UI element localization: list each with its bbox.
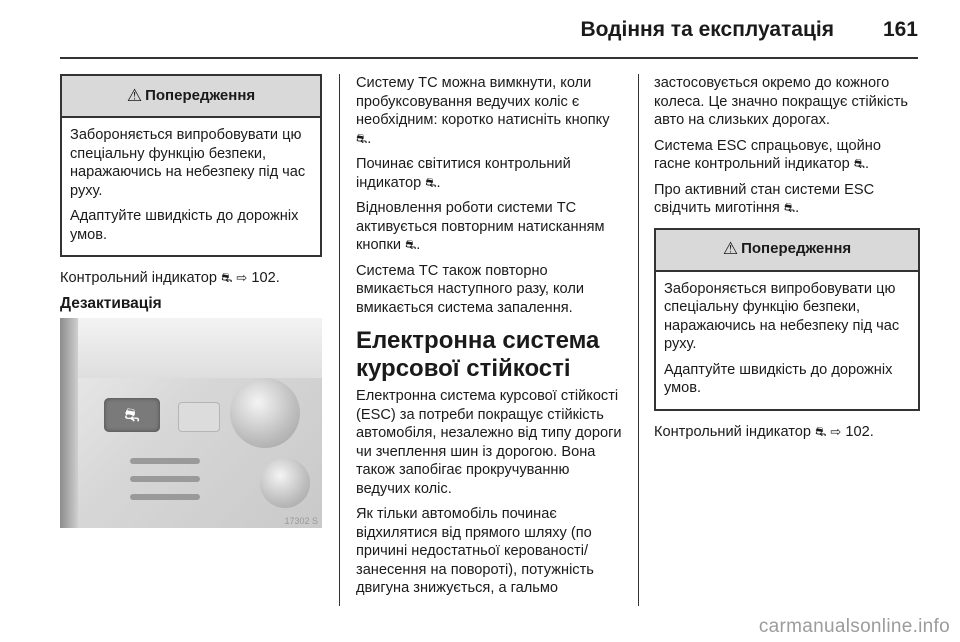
traction-control-off-icon: ⛐ <box>425 174 437 190</box>
column-2 <box>356 74 624 605</box>
warning-body <box>62 118 320 255</box>
warning-body <box>656 272 918 409</box>
traction-control-button <box>104 398 160 432</box>
warning-text: Забороняється випробовувати цю спеціальну функцію безпеки, наражаючись на небезпеку під час руху. <box>664 280 900 352</box>
section-heading: Дезактивація <box>60 294 162 312</box>
warning-title: Попередження <box>145 86 256 104</box>
column-1 <box>60 74 322 313</box>
warning-header <box>62 76 320 118</box>
reference-arrow-icon: ⇨ <box>830 423 842 439</box>
traction-control-off-icon: ⛐ <box>124 405 140 425</box>
reference-arrow-icon: ⇨ <box>236 270 248 285</box>
header-divider <box>60 57 918 59</box>
warning-triangle-icon: ⚠ <box>126 85 143 105</box>
paragraph: Про активний стан системи ESC свідчить миготіння ⛐. <box>654 181 875 216</box>
paragraph: Електронна система курсової стійкості (ESC) за потреби покращує стійкість автомобіля, незалежно від типу дороги чи зчеплення шин із дорогою. Вона також запобігає прокручуванню ведучих коліс. <box>356 388 622 497</box>
paragraph: Починає світитися контрольний індикатор ⛐. <box>356 156 571 191</box>
image-code: 17302 S <box>284 516 318 526</box>
warning-triangle-icon: ⚠ <box>722 239 739 259</box>
section-title: Електронна система курсової стійкості <box>356 327 600 382</box>
traction-control-off-icon: ⛐ <box>405 237 417 252</box>
warning-title: Попередження <box>741 240 852 258</box>
paragraph: Як тільки автомобіль починає відхилятися від прямого шляху (по причині недостатньої керованості/ занесення на повороті), потужність двигуна знижується, а гальмо <box>356 506 594 596</box>
site-watermark: carmanualsonline.info <box>758 616 950 637</box>
traction-control-icon: ⛐ <box>853 156 866 171</box>
traction-control-icon: ⛐ <box>783 200 796 215</box>
console-photo <box>60 318 322 528</box>
paragraph: застосовується окремо до кожного колеса. Це значно покращує стійкість авто на слизьких дорогах. <box>654 75 909 128</box>
indicator-reference: Контрольний індикатор ⛐ ⇨ 102. <box>654 423 874 440</box>
paragraph: Систему TC можна вимкнути, коли пробуксовування ведучих коліс є необхідним: коротко натисніть кнопку ⛐. <box>356 75 610 147</box>
indicator-reference: Контрольний індикатор ⛐ ⇨ 102. <box>60 270 280 286</box>
page-number: 161 <box>882 18 918 41</box>
column-divider-2 <box>638 74 639 606</box>
warning-box <box>60 74 322 257</box>
warning-text: Адаптуйте швидкість до дорожніх умов. <box>664 361 893 396</box>
warning-text: Забороняється випробовувати цю спеціальну функцію безпеки, наражаючись на небезпеку під час руху. <box>70 127 306 199</box>
traction-control-icon: ⛐ <box>815 423 827 439</box>
traction-control-icon: ⛐ <box>221 270 233 285</box>
column-3 <box>654 74 920 448</box>
warning-box <box>654 228 920 411</box>
traction-control-off-icon: ⛐ <box>356 130 368 146</box>
warning-header <box>656 230 918 272</box>
page-title: Водіння та експлуатація <box>580 18 834 41</box>
paragraph: Відновлення роботи системи TC активується повторним натисканням кнопки ⛐. <box>356 200 605 253</box>
paragraph: Система TC також повторно вмикається наступного разу, коли вмикається система запалення. <box>356 262 585 316</box>
column-divider-1 <box>339 74 340 606</box>
warning-text: Адаптуйте швидкість до дорожніх умов. <box>70 208 299 243</box>
paragraph: Система ESC спрацьовує, щойно гасне контрольний індикатор ⛐. <box>654 137 881 172</box>
